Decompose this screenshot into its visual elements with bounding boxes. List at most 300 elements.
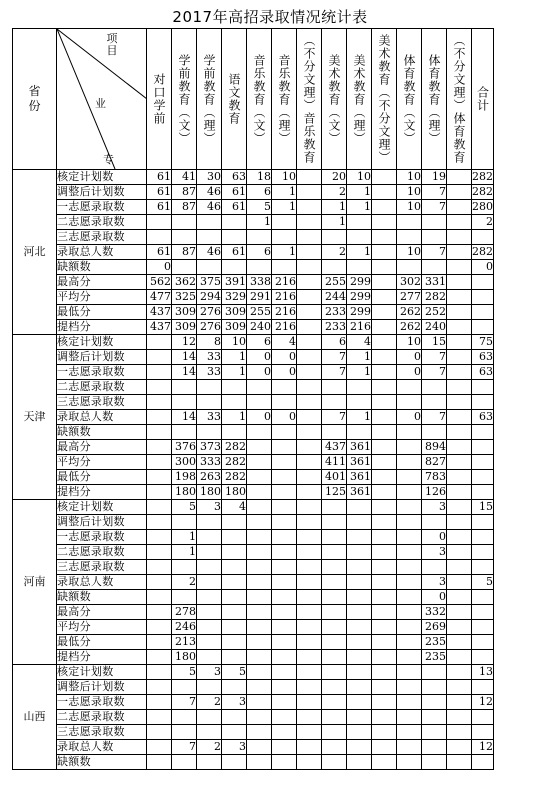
- value-cell: [347, 740, 372, 755]
- value-cell: [372, 230, 397, 245]
- value-cell: [397, 530, 422, 545]
- value-cell: [422, 230, 447, 245]
- table-row: [13, 590, 494, 605]
- value-cell: 0: [147, 260, 172, 275]
- value-cell: [347, 680, 372, 695]
- value-cell: 63: [472, 410, 494, 425]
- value-cell: [322, 380, 347, 395]
- value-cell: 46: [197, 245, 222, 260]
- table-row: [13, 440, 494, 455]
- value-cell: 477: [147, 290, 172, 305]
- value-cell: 246: [172, 620, 197, 635]
- value-cell: [247, 470, 272, 485]
- province-header: [13, 29, 57, 170]
- value-cell: [272, 485, 297, 500]
- value-cell: [147, 545, 172, 560]
- value-cell: 361: [347, 485, 372, 500]
- value-cell: [372, 380, 397, 395]
- value-cell: [322, 680, 347, 695]
- value-cell: [297, 710, 322, 725]
- value-cell: [447, 455, 472, 470]
- value-cell: 240: [422, 320, 447, 335]
- value-cell: [272, 575, 297, 590]
- value-cell: [447, 575, 472, 590]
- value-cell: [397, 545, 422, 560]
- value-cell: [372, 350, 397, 365]
- value-cell: 180: [172, 650, 197, 665]
- value-cell: [247, 260, 272, 275]
- value-cell: [272, 560, 297, 575]
- value-cell: [197, 215, 222, 230]
- value-cell: [372, 515, 397, 530]
- value-cell: [297, 365, 322, 380]
- value-cell: [447, 425, 472, 440]
- value-cell: 18: [247, 170, 272, 185]
- value-cell: [447, 620, 472, 635]
- column-header: 音乐教育（文）: [247, 29, 272, 170]
- value-cell: [347, 635, 372, 650]
- value-cell: 1: [322, 215, 347, 230]
- value-cell: 10: [397, 170, 422, 185]
- row-label: 三志愿录取数: [57, 395, 147, 410]
- value-cell: 7: [422, 365, 447, 380]
- corner-header: [57, 29, 147, 170]
- table-row: [13, 305, 494, 320]
- value-cell: [397, 665, 422, 680]
- value-cell: [247, 380, 272, 395]
- value-cell: 233: [322, 305, 347, 320]
- value-cell: [397, 440, 422, 455]
- row-label: 二志愿录取数: [57, 380, 147, 395]
- value-cell: 15: [472, 500, 494, 515]
- value-cell: [397, 395, 422, 410]
- value-cell: [372, 365, 397, 380]
- table-row: [13, 425, 494, 440]
- value-cell: 6: [247, 185, 272, 200]
- table-row: [13, 245, 494, 260]
- value-cell: [472, 275, 494, 290]
- value-cell: [147, 530, 172, 545]
- value-cell: [272, 380, 297, 395]
- value-cell: 8: [197, 335, 222, 350]
- value-cell: 125: [322, 485, 347, 500]
- value-cell: [472, 395, 494, 410]
- value-cell: 255: [247, 305, 272, 320]
- value-cell: [472, 425, 494, 440]
- value-cell: 309: [222, 320, 247, 335]
- value-cell: 12: [172, 335, 197, 350]
- row-label: 最低分: [57, 470, 147, 485]
- value-cell: [472, 605, 494, 620]
- column-header: 美术教育（不分文理）: [372, 29, 397, 170]
- value-cell: 294: [197, 290, 222, 305]
- value-cell: 2: [172, 575, 197, 590]
- table-row: [13, 320, 494, 335]
- table-row: [13, 680, 494, 695]
- value-cell: [322, 620, 347, 635]
- value-cell: 262: [397, 305, 422, 320]
- table-row: [13, 335, 494, 350]
- row-label: 录取总人数: [57, 575, 147, 590]
- value-cell: 299: [347, 305, 372, 320]
- value-cell: [297, 320, 322, 335]
- value-cell: [272, 215, 297, 230]
- value-cell: [222, 575, 247, 590]
- value-cell: 300: [172, 455, 197, 470]
- value-cell: [322, 575, 347, 590]
- value-cell: [372, 425, 397, 440]
- value-cell: [322, 590, 347, 605]
- row-label: 缺额数: [57, 260, 147, 275]
- value-cell: 562: [147, 275, 172, 290]
- value-cell: [447, 440, 472, 455]
- value-cell: [197, 680, 222, 695]
- value-cell: 41: [172, 170, 197, 185]
- row-label: 一志愿录取数: [57, 530, 147, 545]
- value-cell: 0: [272, 410, 297, 425]
- value-cell: [322, 725, 347, 740]
- column-header: 体育教育（理）: [422, 29, 447, 170]
- value-cell: [372, 635, 397, 650]
- value-cell: 1: [347, 365, 372, 380]
- value-cell: 198: [172, 470, 197, 485]
- value-cell: 309: [172, 320, 197, 335]
- value-cell: [272, 590, 297, 605]
- value-cell: [372, 560, 397, 575]
- value-cell: 361: [347, 455, 372, 470]
- table-row: [13, 740, 494, 755]
- row-label: 三志愿录取数: [57, 230, 147, 245]
- value-cell: 46: [197, 200, 222, 215]
- value-cell: [422, 560, 447, 575]
- value-cell: [347, 395, 372, 410]
- value-cell: [297, 470, 322, 485]
- value-cell: 5: [172, 500, 197, 515]
- value-cell: [322, 740, 347, 755]
- value-cell: [397, 725, 422, 740]
- value-cell: 14: [172, 350, 197, 365]
- value-cell: [272, 440, 297, 455]
- value-cell: 1: [347, 200, 372, 215]
- value-cell: [147, 680, 172, 695]
- value-cell: [222, 725, 247, 740]
- value-cell: 7: [422, 350, 447, 365]
- value-cell: 0: [422, 590, 447, 605]
- value-cell: [372, 605, 397, 620]
- value-cell: 3: [422, 500, 447, 515]
- value-cell: [197, 635, 222, 650]
- province-header-char-1: 省: [28, 84, 41, 98]
- value-cell: [172, 515, 197, 530]
- value-cell: 10: [222, 335, 247, 350]
- value-cell: [297, 290, 322, 305]
- value-cell: [347, 500, 372, 515]
- value-cell: [147, 425, 172, 440]
- value-cell: 255: [322, 275, 347, 290]
- value-cell: [197, 515, 222, 530]
- value-cell: [322, 230, 347, 245]
- value-cell: [372, 170, 397, 185]
- row-label: 平均分: [57, 455, 147, 470]
- value-cell: 3: [197, 665, 222, 680]
- value-cell: [472, 455, 494, 470]
- value-cell: [147, 410, 172, 425]
- value-cell: 180: [222, 485, 247, 500]
- value-cell: [272, 695, 297, 710]
- value-cell: 61: [147, 170, 172, 185]
- value-cell: [197, 395, 222, 410]
- value-cell: [322, 665, 347, 680]
- value-cell: [347, 545, 372, 560]
- table-row: [13, 410, 494, 425]
- value-cell: 1: [172, 545, 197, 560]
- value-cell: 894: [422, 440, 447, 455]
- value-cell: [147, 755, 172, 770]
- table-row: [13, 485, 494, 500]
- table-row: [13, 515, 494, 530]
- value-cell: [347, 215, 372, 230]
- value-cell: [222, 635, 247, 650]
- value-cell: [372, 680, 397, 695]
- value-cell: 437: [147, 320, 172, 335]
- value-cell: [222, 530, 247, 545]
- value-cell: [397, 425, 422, 440]
- value-cell: 2: [322, 245, 347, 260]
- row-label: 提档分: [57, 650, 147, 665]
- row-label: 三志愿录取数: [57, 560, 147, 575]
- value-cell: [397, 605, 422, 620]
- value-cell: [297, 635, 322, 650]
- value-cell: 269: [422, 620, 447, 635]
- value-cell: 5: [247, 200, 272, 215]
- row-label: 二志愿录取数: [57, 710, 147, 725]
- value-cell: [197, 590, 222, 605]
- value-cell: 3: [222, 740, 247, 755]
- value-cell: [322, 560, 347, 575]
- value-cell: [422, 260, 447, 275]
- value-cell: 180: [197, 485, 222, 500]
- value-cell: [197, 380, 222, 395]
- value-cell: 252: [422, 305, 447, 320]
- value-cell: [472, 590, 494, 605]
- value-cell: 33: [197, 350, 222, 365]
- value-cell: 361: [347, 440, 372, 455]
- value-cell: 376: [172, 440, 197, 455]
- value-cell: [422, 515, 447, 530]
- value-cell: [197, 620, 222, 635]
- value-cell: 235: [422, 650, 447, 665]
- value-cell: [222, 650, 247, 665]
- value-cell: [397, 560, 422, 575]
- value-cell: [372, 725, 397, 740]
- value-cell: 1: [222, 350, 247, 365]
- value-cell: [222, 620, 247, 635]
- value-cell: [447, 290, 472, 305]
- value-cell: 12: [472, 695, 494, 710]
- table-row: [13, 500, 494, 515]
- table-row: [13, 260, 494, 275]
- value-cell: [272, 725, 297, 740]
- value-cell: [272, 260, 297, 275]
- value-cell: 1: [347, 245, 372, 260]
- province-header-char-2: 份: [28, 99, 41, 113]
- value-cell: [147, 335, 172, 350]
- value-cell: 1: [347, 185, 372, 200]
- value-cell: [147, 590, 172, 605]
- value-cell: [322, 545, 347, 560]
- value-cell: 373: [197, 440, 222, 455]
- value-cell: 0: [422, 530, 447, 545]
- value-cell: [297, 545, 322, 560]
- value-cell: [222, 560, 247, 575]
- value-cell: [372, 320, 397, 335]
- value-cell: 299: [347, 290, 372, 305]
- value-cell: [447, 215, 472, 230]
- value-cell: [147, 725, 172, 740]
- value-cell: 213: [172, 635, 197, 650]
- column-header: （不分文理）音乐教育: [297, 29, 322, 170]
- row-label: 提档分: [57, 485, 147, 500]
- page-title: 2017年高招录取情况统计表: [172, 8, 368, 26]
- value-cell: [247, 620, 272, 635]
- value-cell: [422, 215, 447, 230]
- value-cell: 87: [172, 185, 197, 200]
- row-label: 调整后计划数: [57, 515, 147, 530]
- value-cell: [372, 620, 397, 635]
- value-cell: 6: [322, 335, 347, 350]
- value-cell: [372, 305, 397, 320]
- value-cell: [247, 425, 272, 440]
- value-cell: [372, 710, 397, 725]
- value-cell: [272, 680, 297, 695]
- table-row: [13, 350, 494, 365]
- value-cell: 391: [222, 275, 247, 290]
- value-cell: 33: [197, 410, 222, 425]
- value-cell: [172, 710, 197, 725]
- value-cell: [472, 515, 494, 530]
- value-cell: 0: [397, 410, 422, 425]
- value-cell: [372, 530, 397, 545]
- value-cell: [247, 755, 272, 770]
- value-cell: [422, 710, 447, 725]
- value-cell: 411: [322, 455, 347, 470]
- value-cell: [447, 350, 472, 365]
- value-cell: [222, 380, 247, 395]
- value-cell: [422, 425, 447, 440]
- row-label: 二志愿录取数: [57, 545, 147, 560]
- value-cell: 2: [322, 185, 347, 200]
- value-cell: [222, 425, 247, 440]
- row-label: 录取总人数: [57, 245, 147, 260]
- province-cell: 河北: [13, 170, 57, 335]
- value-cell: [272, 635, 297, 650]
- value-cell: [472, 545, 494, 560]
- value-cell: 1: [222, 410, 247, 425]
- value-cell: [422, 725, 447, 740]
- value-cell: [472, 530, 494, 545]
- table-row: [13, 725, 494, 740]
- value-cell: [147, 695, 172, 710]
- province-cell: 河南: [13, 500, 57, 665]
- value-cell: [447, 185, 472, 200]
- value-cell: 30: [197, 170, 222, 185]
- value-cell: [372, 275, 397, 290]
- value-cell: 282: [472, 185, 493, 198]
- value-cell: [347, 605, 372, 620]
- value-cell: [222, 515, 247, 530]
- value-cell: [447, 260, 472, 275]
- value-cell: 0: [247, 350, 272, 365]
- value-cell: [322, 605, 347, 620]
- value-cell: [447, 590, 472, 605]
- value-cell: [172, 395, 197, 410]
- value-cell: 244: [322, 290, 347, 305]
- value-cell: [247, 605, 272, 620]
- value-cell: 282: [222, 440, 247, 455]
- value-cell: [247, 500, 272, 515]
- value-cell: [397, 740, 422, 755]
- value-cell: [297, 650, 322, 665]
- value-cell: [247, 650, 272, 665]
- value-cell: [447, 665, 472, 680]
- value-cell: 263: [197, 470, 222, 485]
- value-cell: [147, 485, 172, 500]
- table-row: [13, 470, 494, 485]
- value-cell: [197, 575, 222, 590]
- value-cell: [272, 710, 297, 725]
- table-row: [13, 545, 494, 560]
- row-label: 最高分: [57, 605, 147, 620]
- value-cell: [397, 650, 422, 665]
- value-cell: [472, 755, 494, 770]
- value-cell: [347, 560, 372, 575]
- table-row: [13, 665, 494, 680]
- row-label: 最高分: [57, 440, 147, 455]
- value-cell: [397, 620, 422, 635]
- table-row: [13, 230, 494, 245]
- value-cell: [447, 695, 472, 710]
- value-cell: [297, 170, 322, 185]
- value-cell: [397, 230, 422, 245]
- value-cell: [347, 755, 372, 770]
- row-label: 调整后计划数: [57, 350, 147, 365]
- value-cell: [297, 275, 322, 290]
- value-cell: [147, 380, 172, 395]
- value-cell: [422, 680, 447, 695]
- value-cell: [172, 755, 197, 770]
- value-cell: 282: [422, 290, 447, 305]
- value-cell: [172, 425, 197, 440]
- value-cell: [247, 710, 272, 725]
- value-cell: [272, 455, 297, 470]
- value-cell: 19: [422, 170, 447, 185]
- value-cell: [472, 380, 494, 395]
- value-cell: [472, 725, 494, 740]
- value-cell: 216: [272, 275, 297, 290]
- value-cell: [347, 665, 372, 680]
- value-cell: [172, 260, 197, 275]
- value-cell: [272, 620, 297, 635]
- value-cell: [222, 230, 247, 245]
- value-cell: [297, 395, 322, 410]
- value-cell: [197, 260, 222, 275]
- value-cell: [397, 575, 422, 590]
- value-cell: [247, 635, 272, 650]
- value-cell: 7: [422, 245, 447, 260]
- value-cell: [397, 710, 422, 725]
- value-cell: [272, 755, 297, 770]
- value-cell: [197, 710, 222, 725]
